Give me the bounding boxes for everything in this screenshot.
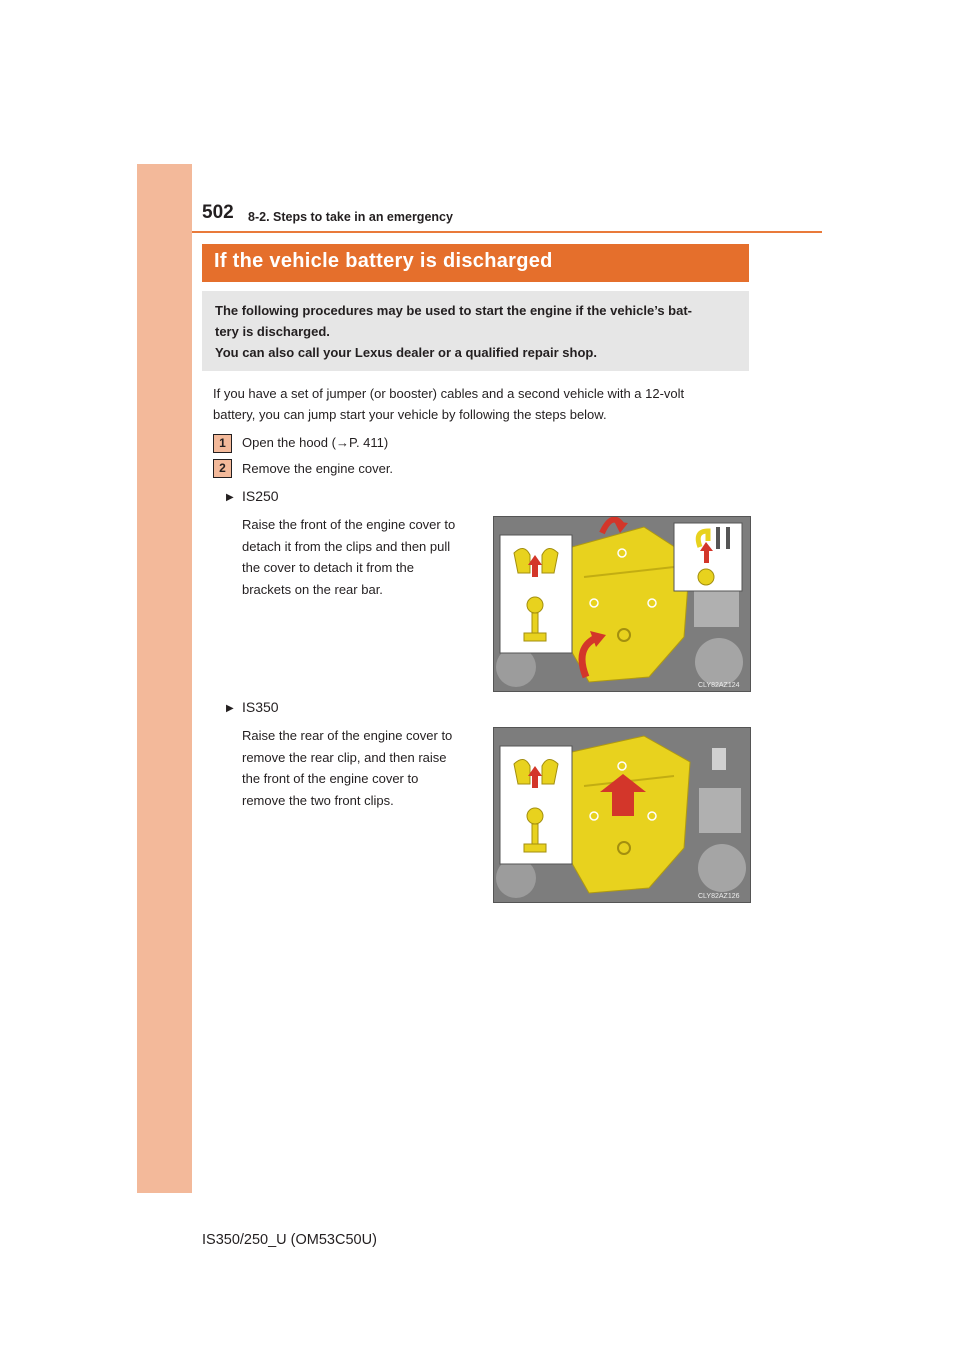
- step-number-1: 1: [213, 434, 232, 453]
- intro-line: The following procedures may be used to start the engine if the vehicle’s bat-: [215, 303, 692, 318]
- bullet-arrow-icon: ▶: [226, 492, 234, 503]
- intro-line: tery is discharged.: [215, 324, 330, 339]
- image-code: CLY82AZ124: [698, 682, 740, 689]
- description-line: remove the two front clips.: [242, 792, 394, 808]
- intro-text: [215, 300, 740, 363]
- chapter-side-strip: [137, 164, 192, 1193]
- model-label-is250: IS250: [242, 488, 279, 504]
- intro-line: You can also call your Lexus dealer or a qualified repair shop.: [215, 345, 597, 360]
- model-description-is250: [242, 514, 479, 600]
- description-line: Raise the front of the engine cover to: [242, 517, 456, 532]
- body-paragraph: [213, 383, 748, 425]
- intro-box: [202, 291, 749, 371]
- description-line: the front of the engine cover to: [242, 771, 419, 786]
- engine-cover-illustration-is250: [493, 516, 751, 692]
- page-title: If the vehicle battery is discharged: [214, 250, 553, 272]
- description-line: Raise the rear of the engine cover to: [242, 728, 453, 743]
- section-title: 8-2. Steps to take in an emergency: [248, 210, 453, 224]
- description-line: detach it from the clips and then pull: [242, 538, 451, 554]
- engine-cover-illustration-is350: [493, 727, 751, 903]
- step-1-text: Open the hood (→P. 411): [242, 435, 389, 450]
- image-code: CLY82AZ126: [698, 893, 740, 900]
- body-line: If you have a set of jumper (or booster) cables and a second vehicle with a 12-volt: [213, 386, 685, 401]
- description-line: brackets on the rear bar.: [242, 581, 383, 597]
- description-line: remove the rear clip, and then raise: [242, 749, 447, 765]
- body-line: battery, you can jump start your vehicle by following the steps below.: [213, 407, 607, 422]
- page-number: 502: [202, 202, 234, 223]
- footer-model-code: IS350/250_U (OM53C50U): [202, 1232, 377, 1248]
- bullet-arrow-icon: ▶: [226, 703, 234, 714]
- model-description-is350: [242, 725, 479, 811]
- header-rule: [192, 231, 822, 233]
- description-line: the cover to detach it from the: [242, 560, 414, 575]
- step-number-2: 2: [213, 459, 232, 478]
- step-2-text: Remove the engine cover.: [242, 461, 394, 476]
- title-bar: [202, 244, 749, 282]
- model-label-is350: IS350: [242, 699, 279, 715]
